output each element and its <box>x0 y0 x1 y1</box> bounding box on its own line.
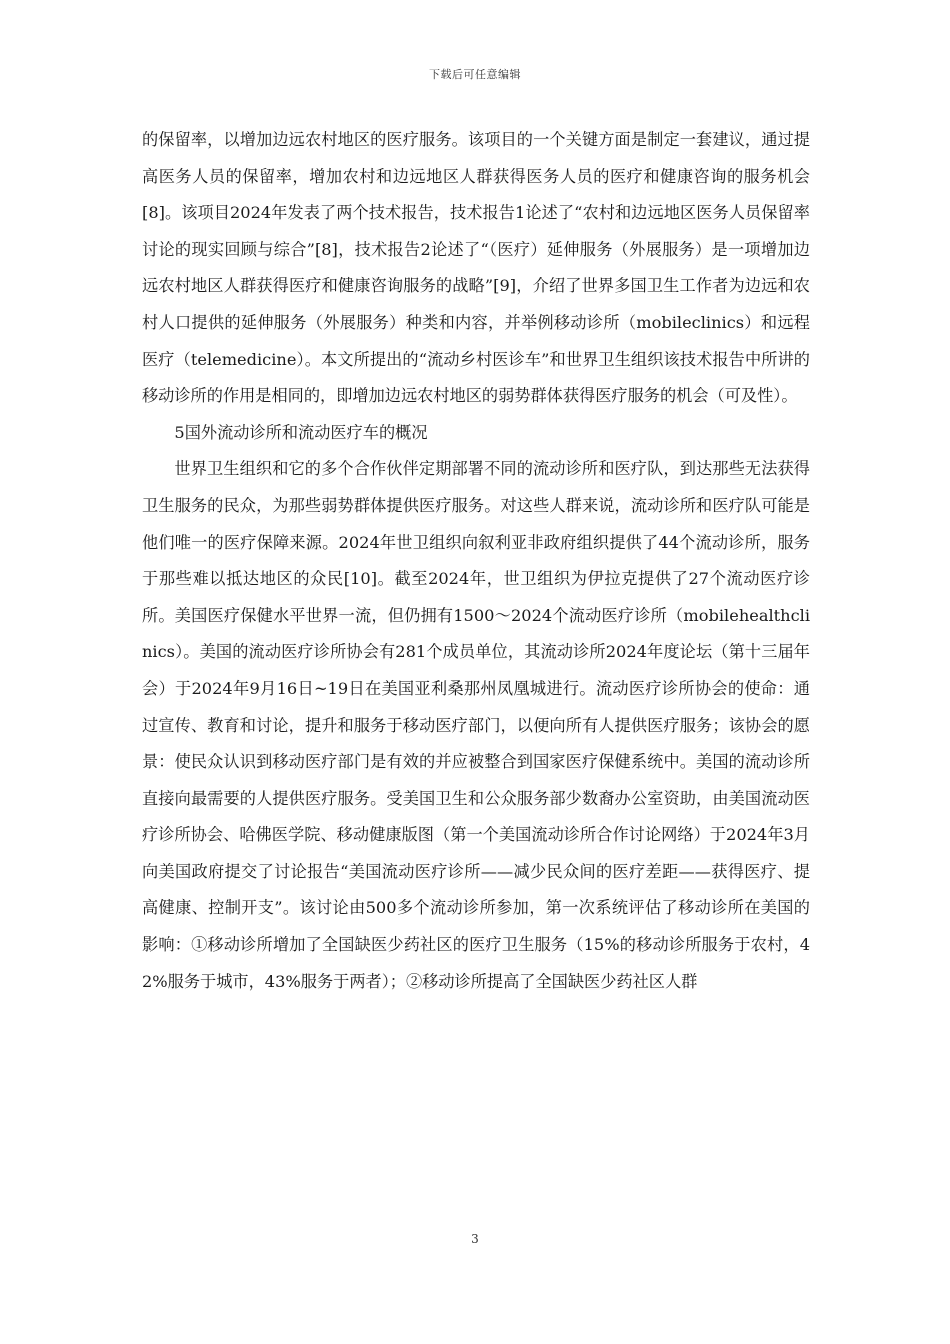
document-body <box>142 122 810 1000</box>
page-number: 3 <box>471 1232 479 1246</box>
page-header: 下载后可任意编辑 <box>429 68 521 81</box>
paragraph-mobile-clinics: 世界卫生组织和它的多个合作伙伴定期部署不同的流动诊所和医疗队，到达那些无法获得卫生服务的民众，为那些弱势群体提供医疗服务。对这些人群来说，流动诊所和医疗队可能是他们唯一的医疗保障来源。2024年世卫组织向叙利亚非政府组织提供了44个流动诊所，服务于那些难以抵达地区的众民[10]。截至2024年，世卫组织为伊拉克提供了27个流动医疗诊所。美国医疗保健水平世界一流，但仍拥有1500～2024个流动医疗诊所（mobilehealthclinics）。美国的流动医疗诊所协会有281个成员单位，其流动诊所2024年度论坛（第十三届年会）于2024年9月16日~19日在美国亚利桑那州凤凰城进行。流动医疗诊所协会的使命：通过宣传、教育和讨论，提升和服务于移动医疗部门，以便向所有人提供医疗服务；该协会的愿景：使民众认识到移动医疗部门是有效的并应被整合到国家医疗保健系统中。美国的流动诊所直接向最需要的人提供医疗服务。受美国卫生和公众服务部少数裔办公室资助，由美国流动医疗诊所协会、哈佛医学院、移动健康版图（第一个美国流动诊所合作讨论网络）于2024年3月向美国政府提交了讨论报告“美国流动医疗诊所——减少民众间的医疗差距——获得医疗、提高健康、控制开支”。该讨论由500多个流动诊所参加，第一次系统评估了移动诊所在美国的影响：①移动诊所增加了全国缺医少药社区的医疗卫生服务（15%的移动诊所服务于农村，42%服务于城市，43%服务于两者）；②移动诊所提高了全国缺医少药社区人群 <box>142 459 810 991</box>
section-heading: 5国外流动诊所和流动医疗车的概况 <box>174 422 428 442</box>
paragraph-retention: 的保留率，以增加边远农村地区的医疗服务。该项目的一个关键方面是制定一套建议，通过提高医务人员的保留率，增加农村和边远地区人群获得医务人员的医疗和健康咨询的服务机会[8]。该项目2024年发表了两个技术报告，技术报告1论述了“农村和边远地区医务人员保留率讨论的现实回顾与综合”[8]，技术报告2论述了“（医疗）延伸服务（外展服务）是一项增加边远农村地区人群获得医疗和健康咨询服务的战略”[9]，介绍了世界多国卫生工作者为边远和农村人口提供的延伸服务（外展服务）种类和内容，并举例移动诊所（mobileclinics）和远程医疗（telemedicine）。本文所提出的“流动乡村医诊车”和世界卫生组织该技术报告中所讲的移动诊所的作用是相同的，即增加边远农村地区的弱势群体获得医疗服务的机会（可及性）。 <box>142 130 810 406</box>
